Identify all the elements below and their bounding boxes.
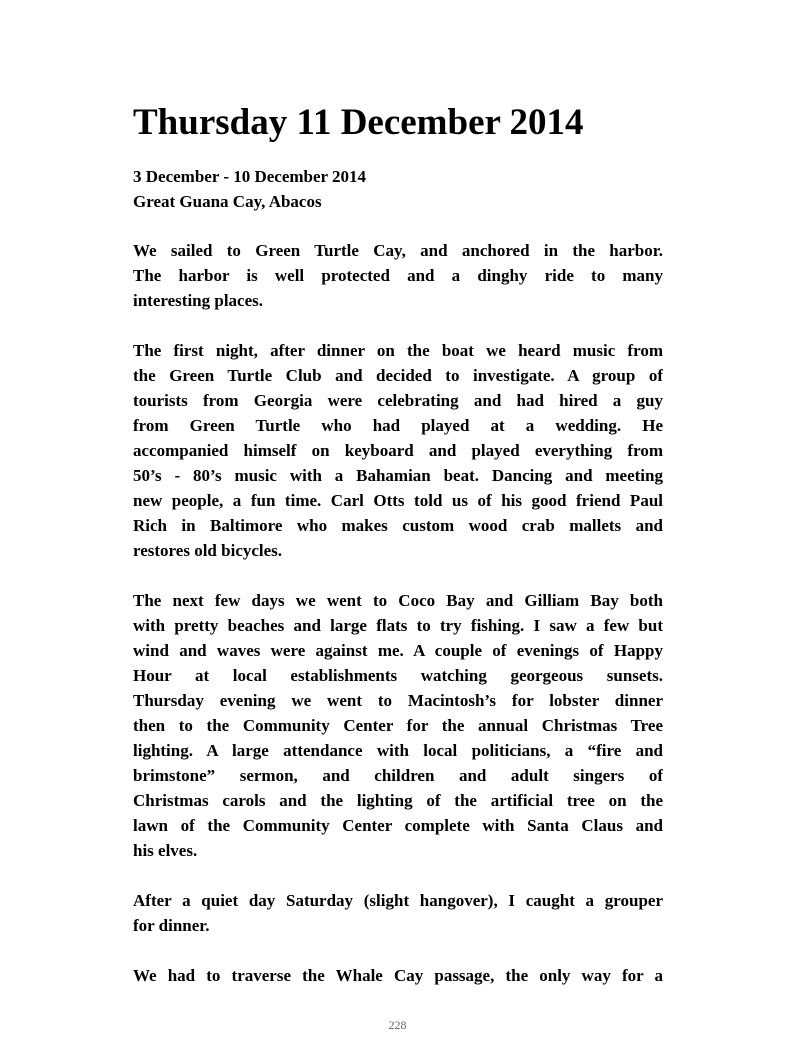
paragraph [133,588,663,863]
text-line: new people, a fun time. Carl Otts told us of his good friend Paul [133,491,663,510]
text-line: his elves. [133,841,198,860]
text-line: We had to traverse the Whale Cay passage, the only way for a [133,966,663,985]
text-line: with pretty beaches and large flats to try fishing. I saw a few but [133,616,663,635]
text-line: Christmas carols and the lighting of the artificial tree on the [133,791,663,810]
text-line: restores old bicycles. [133,541,283,560]
text-line: accompanied himself on keyboard and played everything from [133,441,663,460]
location: Great Guana Cay, Abacos [133,192,322,211]
page-title: Thursday 11 December 2014 [133,102,584,143]
text-line: The first night, after dinner on the boat we heard music from [133,341,663,360]
paragraph [133,238,663,313]
text-line: 50’s - 80’s music with a Bahamian beat. Dancing and meeting [133,466,663,485]
text-line: We sailed to Green Turtle Cay, and anchored in the harbor. [133,241,663,260]
text-line: brimstone” sermon, and children and adult singers of [133,766,663,785]
text-line: then to the Community Center for the annual Christmas Tree [133,716,663,735]
text-line: Rich in Baltimore who makes custom wood crab mallets and [133,516,663,535]
paragraph [133,338,663,563]
body-text [133,238,663,1013]
paragraph [133,888,663,938]
page-number: 228 [388,1018,407,1032]
text-line: tourists from Georgia were celebrating and had hired a guy [133,391,663,410]
text-line: lawn of the Community Center complete with Santa Claus and [133,816,663,835]
text-line: wind and waves were against me. A couple of evenings of Happy [133,641,663,660]
text-line: the Green Turtle Club and decided to investigate. A group of [133,366,663,385]
text-line: The harbor is well protected and a dinghy ride to many [133,266,663,285]
text-line: lighting. A large attendance with local politicians, a “fire and [133,741,663,760]
text-line: for dinner. [133,916,210,935]
text-line: Thursday evening we went to Macintosh’s for lobster dinner [133,691,663,710]
text-line: from Green Turtle who had played at a wedding. He [133,416,663,435]
text-line: After a quiet day Saturday (slight hangover), I caught a grouper [133,891,663,910]
date-range: 3 December - 10 December 2014 [133,167,367,186]
text-line: Hour at local establishments watching georgeous sunsets. [133,666,663,685]
text-line: interesting places. [133,291,264,310]
paragraph [133,963,663,988]
text-line: The next few days we went to Coco Bay and Gilliam Bay both [133,591,663,610]
